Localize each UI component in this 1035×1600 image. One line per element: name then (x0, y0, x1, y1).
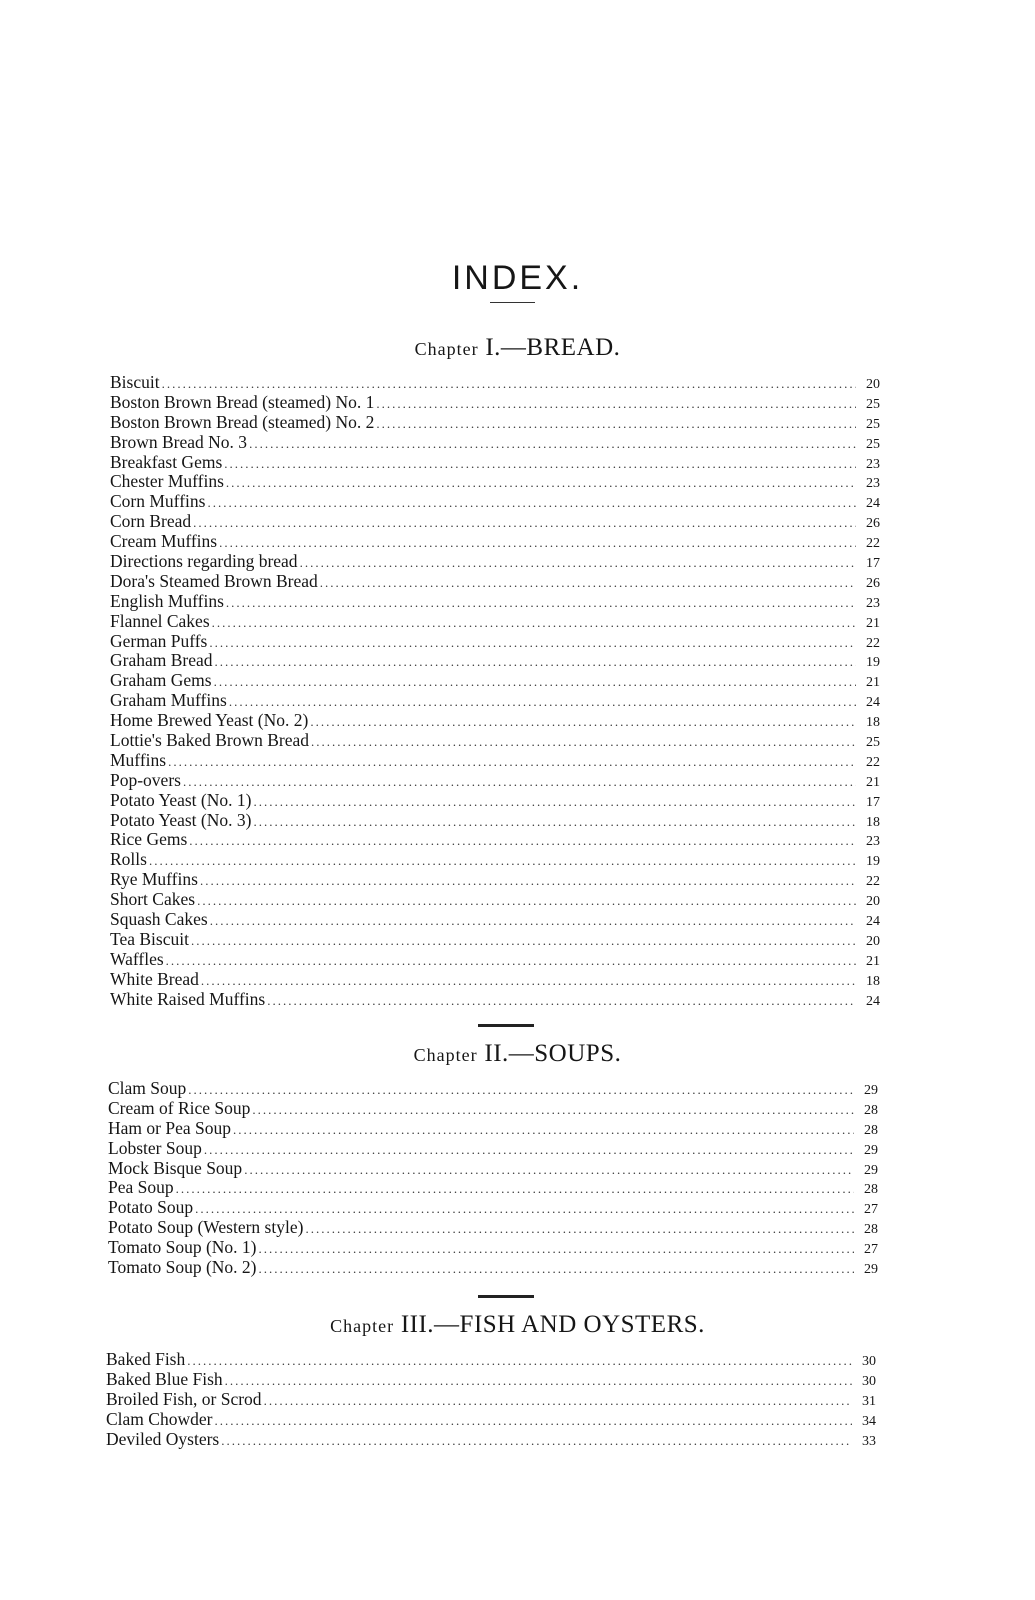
entry-page-number: 28 (864, 1182, 878, 1198)
dot-leader (244, 1160, 854, 1180)
entry-name: Rye Muffins (110, 869, 198, 890)
dot-leader (149, 851, 856, 871)
entry-name: Rolls (110, 849, 147, 870)
dot-leader (209, 633, 856, 653)
entry-name: Graham Bread (110, 650, 213, 671)
index-entry (108, 1099, 886, 1119)
dot-leader (249, 434, 856, 454)
index-entry (108, 1198, 886, 1218)
soups-index-list (108, 1079, 886, 1278)
entry-name: Directions regarding bread (110, 551, 298, 572)
index-entry (108, 1238, 886, 1258)
index-entry (110, 453, 888, 473)
index-entry (110, 771, 888, 791)
entry-name: Corn Muffins (110, 491, 206, 512)
entry-page-number: 24 (866, 695, 880, 711)
dot-leader (221, 1431, 852, 1451)
index-entry (110, 552, 888, 572)
index-entry (108, 1079, 886, 1099)
dot-leader (212, 613, 856, 633)
dot-leader (191, 931, 856, 951)
chapter-heading-bread (0, 334, 1035, 362)
entry-page-number: 20 (866, 377, 880, 392)
chapter-label: Chapter (414, 339, 479, 359)
index-entry (110, 990, 888, 1010)
entry-page-number: 29 (864, 1162, 878, 1178)
dot-leader (188, 1080, 854, 1100)
dot-leader (253, 792, 856, 812)
dot-leader (214, 1411, 852, 1431)
dot-leader (252, 1100, 854, 1120)
dot-leader (183, 772, 856, 792)
entry-page-number: 27 (864, 1202, 878, 1218)
entry-name: Potato Soup (Western style) (108, 1217, 304, 1238)
dot-leader (201, 971, 856, 991)
index-entry (106, 1410, 884, 1430)
index-entry (110, 751, 888, 771)
entry-page-number: 29 (864, 1083, 878, 1098)
dot-leader (320, 573, 856, 593)
index-entry (110, 572, 888, 592)
entry-page-number: 22 (866, 874, 880, 890)
entry-page-number: 18 (866, 715, 880, 731)
entry-name: Breakfast Gems (110, 451, 223, 472)
dot-leader (229, 692, 856, 712)
entry-name: Biscuit (110, 372, 160, 392)
entry-page-number: 26 (866, 575, 880, 591)
index-entry (110, 731, 888, 751)
index-entry (110, 811, 888, 831)
chapter-title: III.—FISH AND OYSTERS. (400, 1311, 705, 1338)
entry-name: Potato Yeast (No. 1) (110, 789, 252, 810)
index-entry (110, 373, 888, 393)
entry-page-number: 24 (866, 496, 880, 512)
dot-leader (204, 1140, 854, 1160)
entry-name: Potato Yeast (No. 3) (110, 809, 252, 830)
entry-name: Ham or Pea Soup (108, 1117, 231, 1138)
dot-leader (215, 652, 856, 672)
dot-leader (162, 374, 856, 394)
page-title: INDEX. (451, 258, 584, 297)
index-entry (110, 433, 888, 453)
index-entry (108, 1139, 886, 1159)
entry-name: Lottie's Baked Brown Bread (110, 730, 310, 751)
entry-page-number: 29 (864, 1262, 878, 1278)
entry-page-number: 21 (866, 615, 880, 631)
index-entry (106, 1390, 884, 1410)
entry-name: Clam Chowder (106, 1408, 213, 1429)
index-entry (110, 532, 888, 552)
entry-page-number: 23 (866, 476, 880, 492)
index-entry (110, 512, 888, 532)
chapter-divider (478, 1295, 534, 1298)
dot-leader (176, 1179, 854, 1199)
entry-name: White Raised Muffins (110, 988, 266, 1009)
entry-name: Boston Brown Bread (steamed) No. 2 (110, 411, 375, 432)
index-entry (110, 950, 888, 970)
entry-name: Graham Muffins (110, 690, 227, 711)
entry-name: Short Cakes (110, 889, 196, 910)
index-entry (110, 850, 888, 870)
dot-leader (267, 991, 856, 1011)
entry-name: White Bread (110, 968, 199, 989)
entry-name: Pop-overs (110, 769, 181, 790)
entry-name: German Puffs (110, 630, 208, 651)
entry-page-number: 28 (864, 1222, 878, 1238)
index-entry (110, 791, 888, 811)
index-entry (110, 890, 888, 910)
index-entry (110, 612, 888, 632)
entry-name: Baked Blue Fish (106, 1368, 223, 1389)
index-entry (108, 1178, 886, 1198)
entry-name: Muffins (110, 749, 167, 770)
index-entry (106, 1430, 884, 1450)
index-entry (110, 830, 888, 850)
dot-leader (376, 414, 856, 434)
entry-page-number: 28 (864, 1122, 878, 1138)
index-entry (106, 1350, 884, 1370)
entry-page-number: 24 (866, 914, 880, 930)
entry-page-number: 19 (866, 655, 880, 671)
dot-leader (224, 454, 856, 474)
index-entry (110, 492, 888, 512)
dot-leader (305, 1219, 854, 1239)
entry-page-number: 25 (866, 436, 880, 452)
dot-leader (210, 911, 856, 931)
dot-leader (226, 593, 856, 613)
entry-page-number: 33 (862, 1433, 876, 1449)
dot-leader (225, 1371, 852, 1391)
chapter-heading-fish-and-oysters (0, 1311, 1035, 1339)
dot-leader (310, 712, 856, 732)
entry-page-number: 21 (866, 675, 880, 691)
dot-leader (253, 812, 856, 832)
index-entry (108, 1218, 886, 1238)
entry-name: Rice Gems (110, 829, 188, 850)
entry-name: Cream of Rice Soup (108, 1097, 251, 1118)
entry-page-number: 25 (866, 735, 880, 751)
entry-name: Tomato Soup (No. 2) (108, 1257, 257, 1278)
index-entry (110, 711, 888, 731)
entry-page-number: 22 (866, 754, 880, 770)
entry-name: Chester Muffins (110, 471, 224, 492)
chapter-label: Chapter (413, 1045, 478, 1065)
index-entry (108, 1159, 886, 1179)
dot-leader (193, 513, 856, 533)
entry-page-number: 17 (866, 794, 880, 810)
dot-leader (168, 752, 856, 772)
entry-page-number: 21 (866, 953, 880, 969)
index-entry (110, 651, 888, 671)
entry-page-number: 28 (864, 1102, 878, 1118)
entry-page-number: 17 (866, 556, 880, 572)
entry-page-number: 29 (864, 1142, 878, 1158)
index-entry (110, 910, 888, 930)
dot-leader (189, 831, 856, 851)
index-entry (110, 472, 888, 492)
index-entry (110, 930, 888, 950)
index-entry (108, 1119, 886, 1139)
dot-leader (166, 951, 856, 971)
entry-name: Brown Bread No. 3 (110, 431, 248, 452)
entry-name: Mock Bisque Soup (108, 1157, 243, 1178)
entry-page-number: 31 (862, 1393, 876, 1409)
index-entry (108, 1258, 886, 1278)
entry-page-number: 18 (866, 973, 880, 989)
dot-leader (187, 1351, 852, 1371)
chapter-heading-soups (0, 1040, 1035, 1068)
chapter-title: II.—SOUPS. (484, 1040, 622, 1067)
entry-page-number: 20 (866, 933, 880, 949)
entry-name: English Muffins (110, 590, 224, 611)
entry-name: Potato Soup (108, 1197, 194, 1218)
dot-leader (200, 871, 856, 891)
entry-page-number: 30 (862, 1354, 876, 1369)
dot-leader (264, 1391, 852, 1411)
fish-oysters-index-list (106, 1350, 884, 1449)
bread-index-list (110, 373, 888, 1010)
entry-name: Boston Brown Bread (steamed) No. 1 (110, 391, 375, 412)
entry-page-number: 30 (862, 1373, 876, 1389)
entry-name: Waffles (110, 948, 164, 969)
entry-name: Graham Gems (110, 670, 212, 691)
dot-leader (207, 493, 856, 513)
index-entry (110, 691, 888, 711)
dot-leader (214, 672, 856, 692)
entry-name: Flannel Cakes (110, 610, 210, 631)
dot-leader (233, 1120, 854, 1140)
entry-page-number: 18 (866, 814, 880, 830)
entry-page-number: 19 (866, 854, 880, 870)
chapter-title: I.—BREAD. (485, 334, 621, 361)
index-entry (110, 870, 888, 890)
chapter-divider (478, 1024, 534, 1027)
entry-name: Pea Soup (108, 1177, 174, 1198)
dot-leader (300, 553, 856, 573)
entry-name: Baked Fish (106, 1349, 186, 1369)
dot-leader (376, 394, 856, 414)
index-entry (110, 970, 888, 990)
index-entry (110, 671, 888, 691)
entry-page-number: 23 (866, 456, 880, 472)
entry-page-number: 22 (866, 635, 880, 651)
entry-name: Home Brewed Yeast (No. 2) (110, 710, 309, 731)
entry-page-number: 25 (866, 396, 880, 412)
entry-page-number: 25 (866, 416, 880, 432)
entry-name: Squash Cakes (110, 909, 208, 930)
entry-page-number: 22 (866, 536, 880, 552)
entry-page-number: 34 (862, 1413, 876, 1429)
entry-page-number: 27 (864, 1242, 878, 1258)
dot-leader (219, 533, 856, 553)
entry-page-number: 21 (866, 774, 880, 790)
dot-leader (197, 891, 856, 911)
entry-name: Tomato Soup (No. 1) (108, 1237, 257, 1258)
index-entry (106, 1370, 884, 1390)
entry-name: Lobster Soup (108, 1137, 202, 1158)
entry-page-number: 20 (866, 894, 880, 910)
dot-leader (259, 1259, 855, 1279)
entry-name: Broiled Fish, or Scrod (106, 1388, 262, 1409)
entry-name: Corn Bread (110, 511, 192, 532)
dot-leader (311, 732, 856, 752)
entry-page-number: 23 (866, 595, 880, 611)
entry-page-number: 24 (866, 993, 880, 1009)
dot-leader (226, 473, 856, 493)
entry-page-number: 23 (866, 834, 880, 850)
title-divider (490, 302, 535, 303)
index-entry (110, 632, 888, 652)
chapter-label: Chapter (330, 1316, 395, 1336)
entry-name: Dora's Steamed Brown Bread (110, 570, 318, 591)
entry-page-number: 26 (866, 516, 880, 532)
entry-name: Tea Biscuit (110, 928, 189, 949)
entry-name: Clam Soup (108, 1078, 187, 1098)
dot-leader (259, 1239, 855, 1259)
entry-name: Cream Muffins (110, 531, 218, 552)
index-entry (110, 413, 888, 433)
index-entry (110, 393, 888, 413)
index-entry (110, 592, 888, 612)
entry-name: Deviled Oysters (106, 1428, 220, 1449)
